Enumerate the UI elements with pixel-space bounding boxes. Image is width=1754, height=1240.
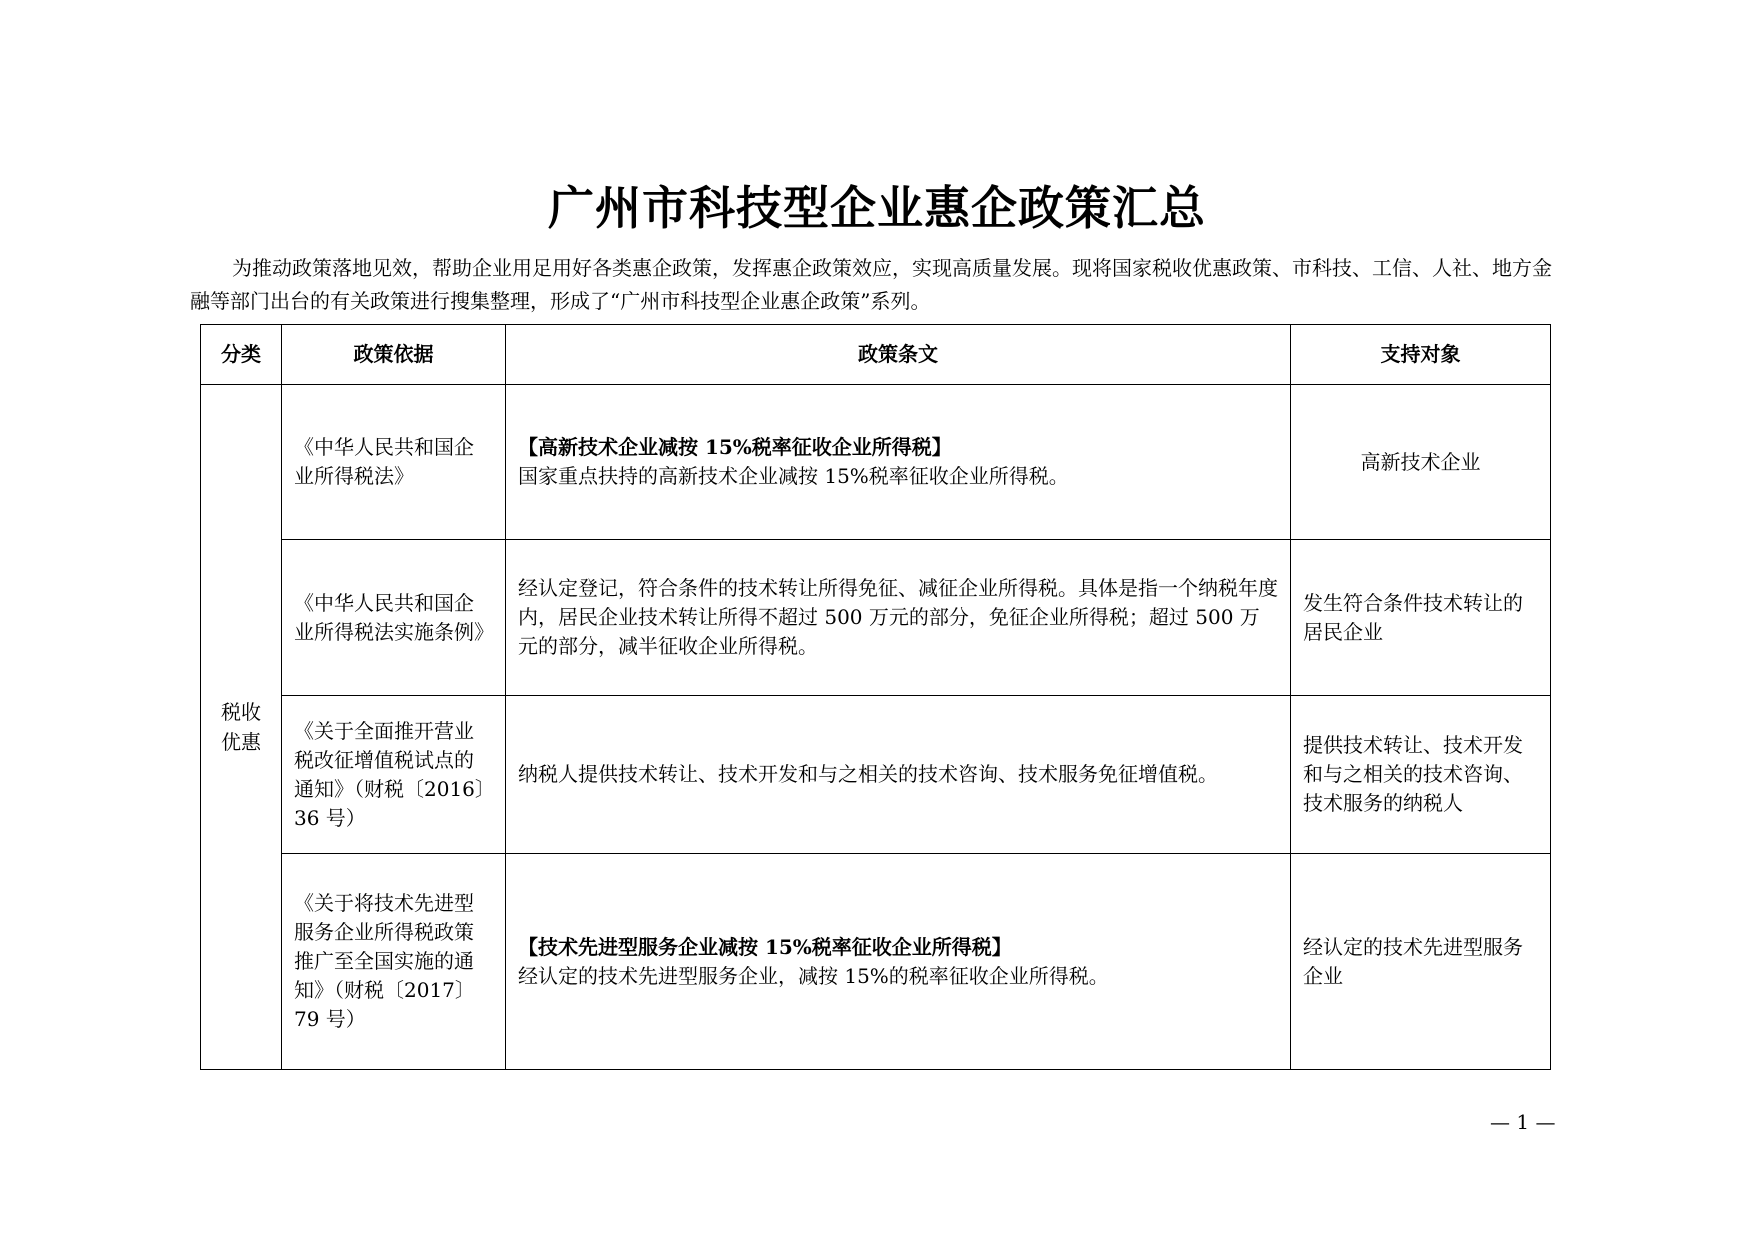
basis-cell: 《关于全面推开营业税改征增值税试点的通知》（财税〔2016〕36 号） [282,696,506,854]
header-category: 分类 [201,325,282,385]
table-row [201,540,1551,696]
basis-cell: 《中华人民共和国企业所得税法》 [282,385,506,540]
page-number: — 1 — [1490,1110,1556,1134]
category-cell [201,385,282,1070]
policy-text-cell [506,854,1291,1070]
policy-body: 国家重点扶持的高新技术企业减按 15%税率征收企业所得税。 [518,464,1069,488]
target-cell: 发生符合条件技术转让的居民企业 [1291,540,1551,696]
policy-body: 纳税人提供技术转让、技术开发和与之相关的技术咨询、技术服务免征增值税。 [518,762,1218,786]
header-text: 政策条文 [506,325,1291,385]
table-row [201,854,1551,1070]
intro-paragraph: 为推动政策落地见效，帮助企业用足用好各类惠企政策，发挥惠企政策效应，实现高质量发展。现将国家税收优惠政策、市科技、工信、人社、地方金融等部门出台的有关政策进行搜集整理，形成了“广州市科技型企业惠企政策”系列。 [190,256,1552,313]
target-cell: 经认定的技术先进型服务企业 [1291,854,1551,1070]
policy-body: 经认定的技术先进型服务企业，减按 15%的税率征收企业所得税。 [518,963,1109,988]
policy-body: 经认定登记，符合条件的技术转让所得免征、减征企业所得税。具体是指一个纳税年度内，居民企业技术转让所得不超过 500 万元的部分，免征企业所得税；超过 500 万元的部分，减半征收企业所得税。 [518,576,1278,658]
table-row [201,696,1551,854]
table-header-row [201,325,1551,385]
policy-heading: 【技术先进型服务企业减按 15%税率征收企业所得税】 [518,934,1012,959]
policy-heading: 【高新技术企业减按 15%税率征收企业所得税】 [518,435,952,459]
table-row [201,385,1551,540]
policy-text-cell [506,696,1291,854]
header-basis: 政策依据 [282,325,506,385]
basis-cell: 《关于将技术先进型服务企业所得税政策推广至全国实施的通知》（财税〔2017〕79 号） [282,854,506,1070]
policy-table [200,324,1551,1070]
category-label: 税收优惠 [221,700,261,754]
basis-cell: 《中华人民共和国企业所得税法实施条例》 [282,540,506,696]
target-cell: 提供技术转让、技术开发和与之相关的技术咨询、技术服务的纳税人 [1291,696,1551,854]
document-title: 广州市科技型企业惠企政策汇总 [548,181,1206,235]
target-cell: 高新技术企业 [1291,385,1551,540]
header-target: 支持对象 [1291,325,1551,385]
policy-text-cell [506,385,1291,540]
policy-text-cell [506,540,1291,696]
